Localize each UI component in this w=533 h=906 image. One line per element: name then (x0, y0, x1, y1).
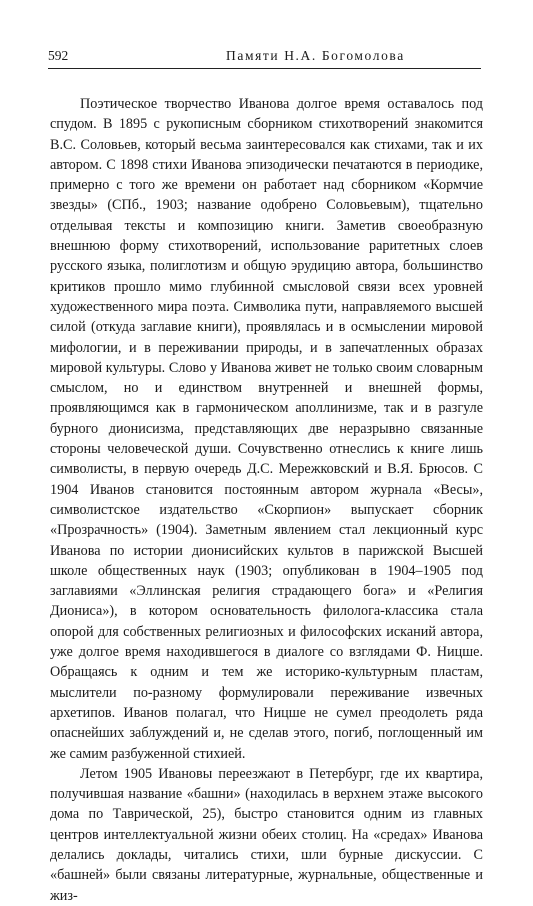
running-title: Памяти Н.А. Богомолова (226, 48, 405, 63)
paragraph: Летом 1905 Ивановы переезжают в Петербург, где их квартира, получившая название «башни» (находилась в верхнем этаже высокого дома по Таврической, 25), быстро становится одним из главных центров интеллектуальной жизни обеих столиц. На «средах» Иванова делались доклады, читались стихи, шли бурные дискуссии. С «башней» были связаны литературные, журнальные, общественные и жиз- (50, 765, 483, 904)
body-text (50, 94, 483, 906)
paragraph: Поэтическое творчество Иванова долгое время оставалось под спудом. В 1895 с рукописным сборником стихотворений знакомится В.С. Соловьев, который весьма заинтересовался как стихами, так и их автором. С 1898 стихи Иванова эпизодически печатаются в периодике, примерно с того же времени он работает над сборником «Кормчие звезды» (СПб., 1903; название одобрено Соловьевым), тщательно отделывая тексты и композицию книги. Заметив своеобразную внешнюю форму стихотворений, использование раритетных слоев русского языка, полиглотизм и общую эрудицию автора, большинство критиков прошло мимо глубинной смысловой связи всех уровней художественного мира поэта. Символика пути, направляемого высшей силой (откуда заглавие книги), проявлялась и в осмыслении мировой мифологии, и в переживании природы, и в запечатленных образах мировой культуры. Слово у Иванова живет не только своим словарным смыслом, но и единством внутренней и внешней формы, проявляющимся как в гармоническом аполлинизме, так и в разгуле бурного дионисизма, представляющих две неразрывно связанные стороны человеческой души. Сочувственно отнеслись к книге лишь символисты, в первую очередь Д.С. Мережковский и В.Я. Брюсов. С 1904 Иванов становится постоянным автором журнала «Весы», символистское издательство «Скорпион» выпускает сборник «Прозрачность» (1904). Заметным явлением стал лекционный курс Иванова по истории дионисийских культов в парижской Высшей школе общественных наук (1903; опубликован в 1904–1905 под заглавиями «Эллинская религия страдающего бога» и «Религия Диониса»), в котором основательность филолога-классика стала опорой для собственных религиозных и философских исканий автора, уже долгое время находившегося в диалоге со взглядами Ф. Ницше. Обращаясь к одним и тем же историко-культурным пластам, мыслители по-разному формулировали переживание извечных архетипов. Иванов полагал, что Ницше не сумел преодолеть ряда опаснейших заблуждений и, не сделав этого, погиб, поглощенный им же самим разбуженной стихией. (50, 96, 483, 762)
running-head (48, 46, 481, 69)
page-number: 592 (48, 48, 69, 63)
